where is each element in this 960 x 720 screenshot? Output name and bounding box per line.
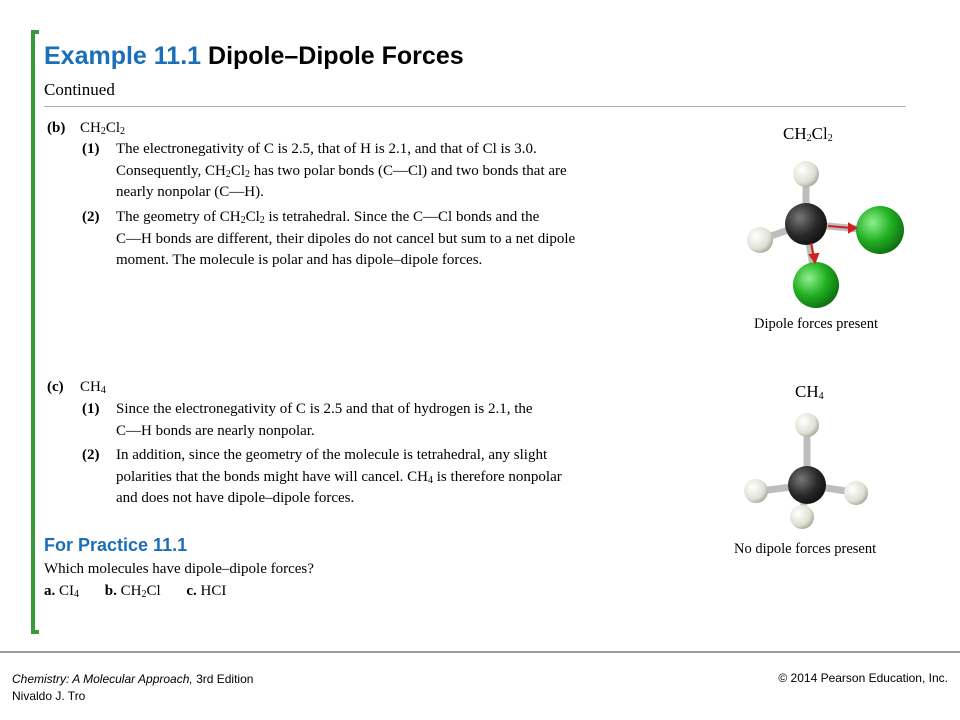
- footer-copyright: © 2014 Pearson Education, Inc.: [778, 671, 948, 685]
- ch2cl2-molecule-illustration: [720, 150, 920, 320]
- header-divider: [44, 106, 906, 107]
- part-b-label: (b): [47, 120, 66, 136]
- ch2cl2-label: $CH_2Cl_2$: [783, 124, 833, 144]
- practice-title: For Practice 11.1: [44, 535, 188, 555]
- example-number: Example 11.1: [44, 42, 202, 70]
- book-edition: 3rd Edition: [192, 672, 254, 686]
- part-c-label: (c): [47, 379, 64, 395]
- hydrogen-atom-top: [795, 413, 819, 437]
- page-title: [44, 42, 464, 71]
- part-c-step-2: (2) In addition, since the geometry of the molecule is tetrahedral, any slight polarities that the bonds might have will cancel. $CH_4$ is therefore nonpolar and does not have dipole–dipole forces.: [82, 447, 562, 506]
- hydrogen-atom-left: [744, 479, 768, 503]
- part-b-heading: [47, 118, 125, 139]
- title-text: Dipole–Dipole Forces: [201, 42, 464, 70]
- part-b-step-2: (2) The geometry of $CH_2Cl_2$ is tetrahedral. Since the C—Cl bonds and the C—H bonds are different, their dipoles do not cancel but sum to a net dipole moment. The molecule is polar and has dipole–dipole forces.: [82, 209, 576, 268]
- ch4-molecule-illustration: [730, 405, 910, 540]
- practice-question: Which molecules have dipole–dipole forces?: [44, 561, 314, 577]
- ch2cl2-caption: Dipole forces present: [754, 316, 879, 332]
- hydrogen-atom-top: [793, 161, 819, 187]
- option-a: a. $CI_4$: [44, 583, 79, 600]
- green-bracket: [31, 30, 39, 634]
- chlorine-atom-bottom: [793, 262, 839, 308]
- part-b-formula: $CH_2Cl_2$: [80, 120, 126, 137]
- hydrogen-atom-right: [844, 481, 868, 505]
- carbon-atom: [785, 203, 827, 245]
- footer-divider: [0, 651, 960, 653]
- hydrogen-atom-bottom: [790, 505, 814, 529]
- subtitle: Continued: [44, 80, 115, 99]
- option-c: c. HCI: [186, 583, 227, 599]
- hydrogen-atom-left: [747, 227, 773, 253]
- chlorine-atom-right: [856, 206, 904, 254]
- option-b: b. $CH_2Cl$: [104, 583, 161, 600]
- ch4-label: $CH_4$: [795, 382, 824, 402]
- part-b-step-1: (1) The electronegativity of C is 2.5, that of H is 2.1, and that of Cl is 3.0. Consequently, $CH_2Cl_2$ has two polar bonds (C—Cl) and two bonds that are nearly nonpolar (C—H).: [82, 141, 567, 200]
- carbon-atom: [788, 466, 826, 504]
- practice-options: [44, 583, 248, 600]
- part-c-heading: [47, 377, 106, 398]
- footer-book-info: [12, 671, 253, 705]
- book-author: Nivaldo J. Tro: [12, 689, 86, 703]
- book-title: Chemistry: A Molecular Approach,: [12, 672, 193, 686]
- part-c-step-1: (1) Since the electronegativity of C is 2.5 and that of hydrogen is 2.1, the C—H bonds are nearly nonpolar.: [82, 401, 533, 439]
- part-c-formula: $CH_4$: [80, 379, 106, 396]
- ch4-caption: No dipole forces present: [734, 541, 877, 557]
